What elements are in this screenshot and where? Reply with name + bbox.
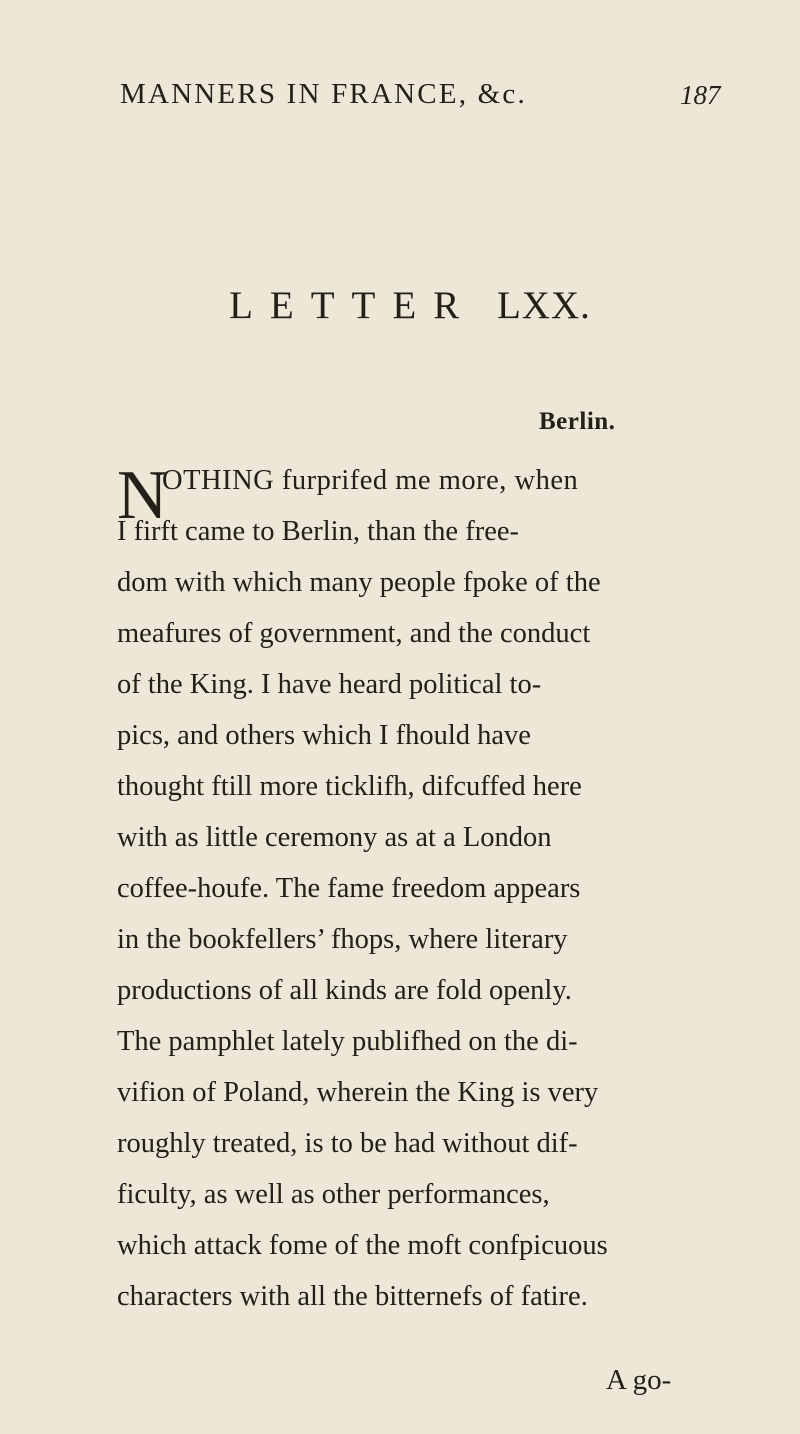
text-line: thought ftill more ticklifh, difcuffed here	[117, 771, 582, 802]
text-line: productions of all kinds are fold openly.	[117, 975, 572, 1006]
text-line: vifion of Poland, wherein the King is very	[117, 1077, 599, 1108]
text-line: The pamphlet lately publifhed on the di-	[117, 1026, 578, 1057]
text-line: pics, and others which I fhould have	[117, 720, 531, 751]
text-line: meafures of government, and the conduct	[117, 618, 591, 649]
text-line: coffee-houfe. The fame freedom appears	[117, 873, 581, 904]
running-head	[0, 78, 800, 128]
text-line: of the King. I have heard political to-	[117, 669, 542, 700]
text-line: with as little ceremony as at a London	[117, 822, 552, 853]
text-line: dom with which many people fpoke of the	[117, 567, 601, 598]
letter-heading	[0, 283, 800, 328]
letter-place: Berlin.	[539, 408, 616, 435]
first-line-text: OTHING furprifed me more, when	[162, 465, 579, 496]
drop-cap: N	[117, 457, 168, 534]
letter-label: LETTER	[229, 284, 477, 327]
text-line: in the bookfellers’ fhops, where literary	[117, 924, 568, 955]
text-line: roughly treated, is to be had without dif-	[117, 1128, 578, 1159]
catchword: A go-	[606, 1364, 672, 1396]
text-line: which attack fome of the moft confpicuous	[117, 1230, 608, 1261]
text-line: I firft came to Berlin, than the free-	[117, 516, 519, 547]
page-number: 187	[680, 80, 721, 110]
running-title: MANNERS IN FRANCE, &c.	[120, 78, 527, 110]
letter-body	[117, 455, 667, 1322]
text-line: characters with all the bitternefs of fatire.	[117, 1281, 588, 1312]
letter-number: LXX.	[496, 284, 591, 327]
text-line: ficulty, as well as other performances,	[117, 1179, 550, 1210]
